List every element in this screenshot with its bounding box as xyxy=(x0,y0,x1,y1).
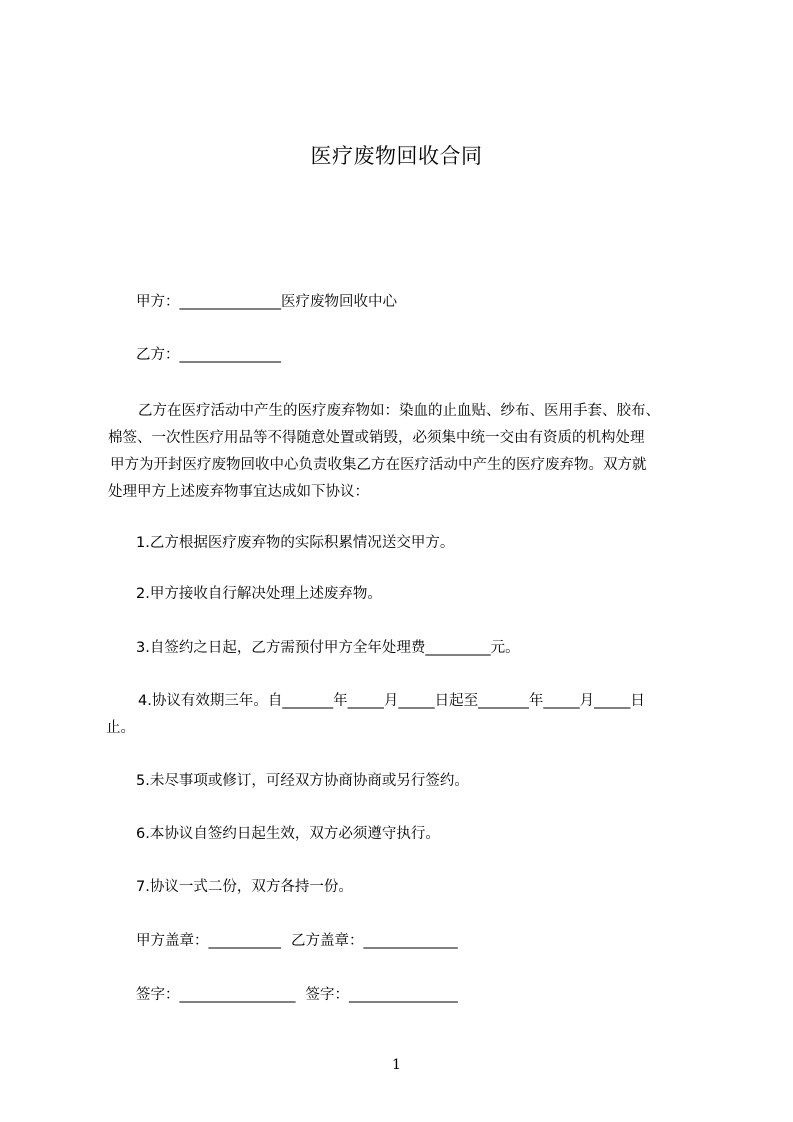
party-b-blank: ______________ xyxy=(179,347,281,363)
intro-paragraph xyxy=(108,398,708,506)
clause-1: 1.乙方根据医疗废弃物的实际积累情况送交甲方。 xyxy=(136,535,455,551)
clause-5: 5.未尽事项或修订，可经双方协商协商或另行签约。 xyxy=(136,773,469,789)
clause-4-line-1: 4.协议有效期三年。自_______年_____月_____日起至_______年_____月_____日 xyxy=(138,693,645,709)
clause-3 xyxy=(136,638,520,658)
document-title: 医疗废物回收合同 xyxy=(310,144,483,168)
clause-6: 6.本协议自签约日起生效，双方必须遵守执行。 xyxy=(136,826,440,842)
intro-line: 甲方为开封医疗废物回收中心负责收集乙方在医疗活动中产生的医疗废弃物。双方就 xyxy=(110,457,647,473)
party-a-line xyxy=(136,292,397,312)
intro-line: 棉签、一次性医疗用品等不得随意处置或销毁，必须集中统一交由有资质的机构处理 xyxy=(108,430,645,446)
party-b-signature-label: 签字： xyxy=(305,987,349,1003)
page-number: 1 xyxy=(392,1057,401,1073)
party-a-seal-label: 甲方盖章： xyxy=(136,933,209,949)
intro-line: 处理甲方上述废弃物事宜达成如下协议： xyxy=(108,484,369,500)
clause-7: 7.协议一式二份，双方各持一份。 xyxy=(136,879,353,895)
clause-4-line-2: 止。 xyxy=(106,720,135,736)
party-b-seal-blank: _____________ xyxy=(363,933,458,949)
party-a-label: 甲方： xyxy=(136,294,180,310)
party-b-label: 乙方： xyxy=(136,347,180,363)
seal-line xyxy=(136,931,458,951)
party-a-signature-blank: ________________ xyxy=(179,987,296,1003)
party-b-seal-label: 乙方盖章： xyxy=(291,933,364,949)
intro-line: 乙方在医疗活动中产生的医疗废弃物如：染血的止血贴、纱布、医用手套、胶布、 xyxy=(138,403,660,419)
clause-3-prefix: 3.自签约之日起，乙方需预付甲方全年处理费 xyxy=(136,640,426,656)
party-a-signature-label: 签字： xyxy=(136,987,180,1003)
clause-2: 2.甲方接收自行解决处理上述废弃物。 xyxy=(136,586,382,602)
party-b-line xyxy=(136,345,281,365)
party-a-blank: ______________ xyxy=(179,294,281,310)
clause-3-blank: _________ xyxy=(425,640,491,656)
clause-3-suffix: 元。 xyxy=(490,640,520,656)
party-a-seal-blank: __________ xyxy=(208,933,281,949)
party-b-signature-blank: _______________ xyxy=(349,987,458,1003)
signature-line xyxy=(136,985,458,1005)
party-a-value: 医疗废物回收中心 xyxy=(281,294,397,310)
